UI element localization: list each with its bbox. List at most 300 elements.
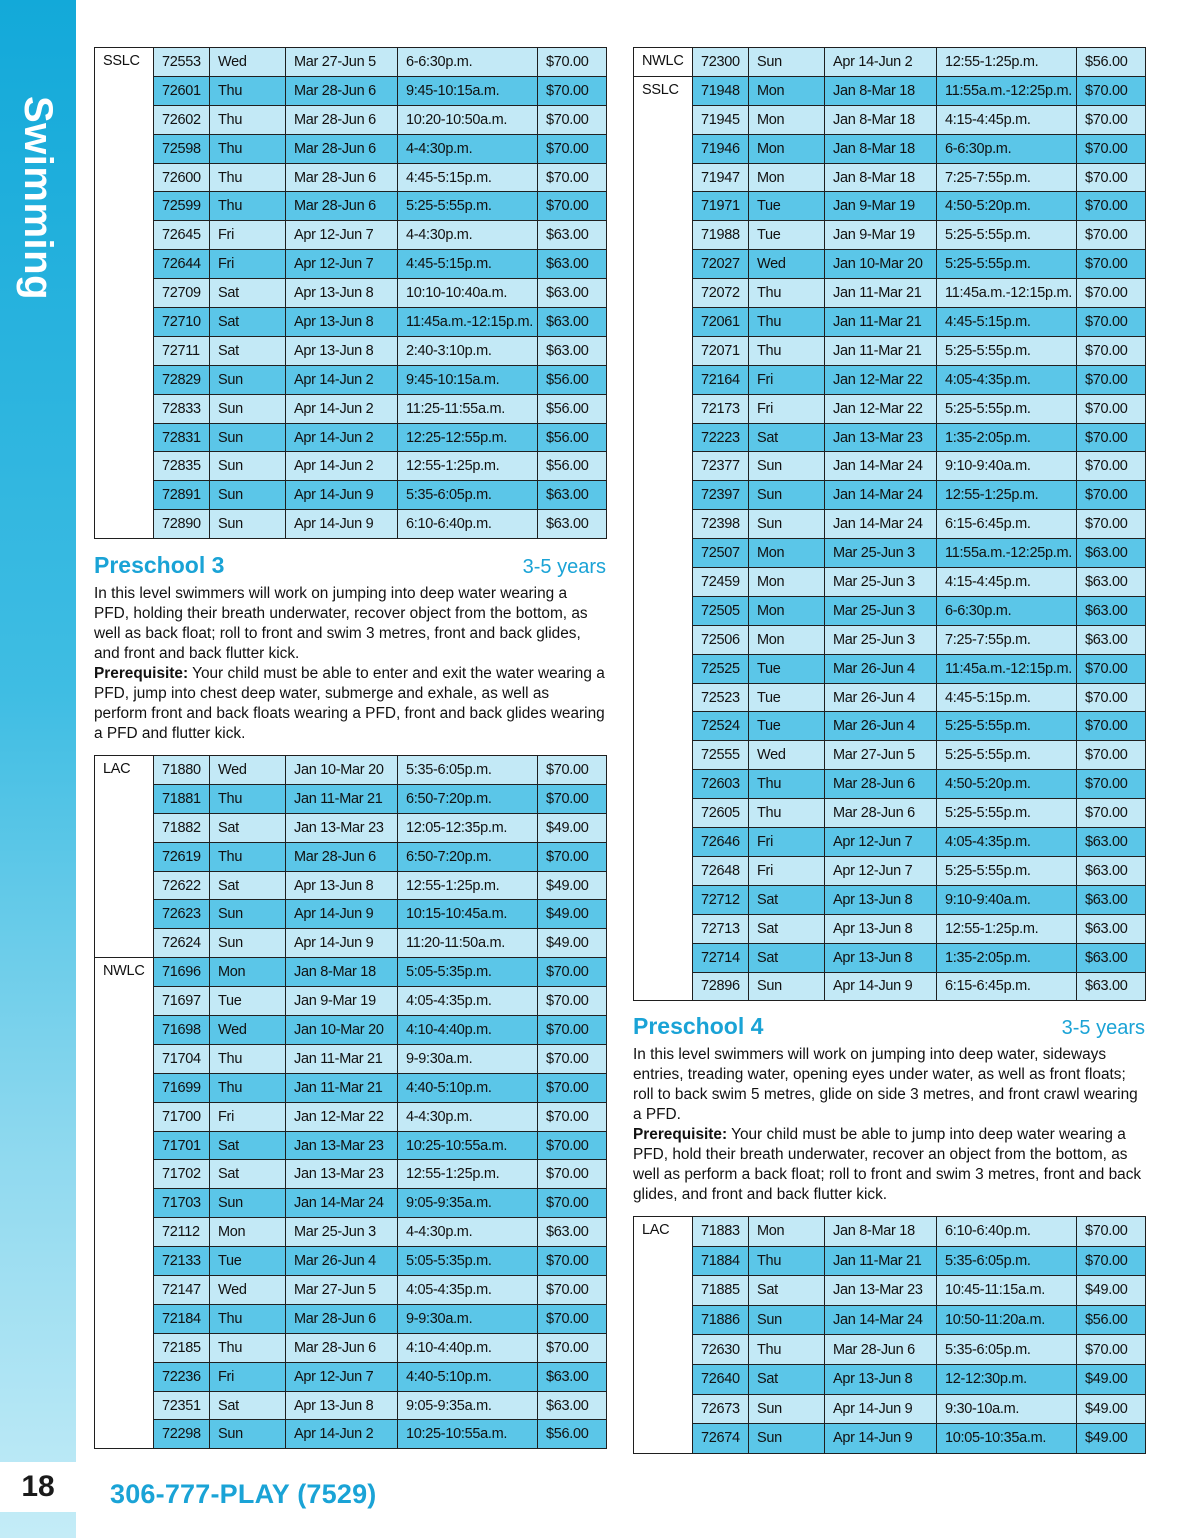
fee-cell: $49.00 (1077, 1394, 1146, 1424)
time-cell: 4:05-4:35p.m. (937, 828, 1077, 857)
course-code-cell: 72524 (693, 712, 749, 741)
course-code-cell: 72709 (154, 279, 210, 308)
fee-cell: $49.00 (1077, 1424, 1146, 1454)
day-cell: Wed (749, 250, 825, 279)
table-row (95, 1044, 607, 1073)
dates-cell: Apr 14-Jun 9 (286, 929, 398, 958)
table-row (95, 452, 607, 481)
fee-cell: $49.00 (538, 929, 607, 958)
dates-cell: Mar 25-Jun 3 (286, 1218, 398, 1247)
course-code-cell: 72397 (693, 481, 749, 510)
time-cell: 5:25-5:55p.m. (937, 712, 1077, 741)
dates-cell: Jan 13-Mar 23 (825, 423, 937, 452)
time-cell: 4:05-4:35p.m. (937, 365, 1077, 394)
table-row (95, 929, 607, 958)
dates-cell: Jan 11-Mar 21 (825, 336, 937, 365)
table-row (95, 1016, 607, 1045)
fee-cell: $63.00 (538, 481, 607, 510)
section-side-title: Swimming (16, 96, 60, 301)
day-cell: Sat (210, 1131, 286, 1160)
preschool-4-description-text: In this level swimmers will work on jumping into deep water, sideways entries, treading water, opening eyes under water, as well as front floats; roll to back swim 5 metres, glide on side 3 metres, and front crawl wearing a PFD. (633, 1046, 1138, 1123)
table-row (95, 1189, 607, 1218)
course-code-cell: 72599 (154, 192, 210, 221)
time-cell: 5:25-5:55p.m. (937, 799, 1077, 828)
day-cell: Fri (210, 1102, 286, 1131)
fee-cell: $63.00 (1077, 943, 1146, 972)
fee-cell: $70.00 (538, 76, 607, 105)
time-cell: 12:55-1:25p.m. (398, 1160, 538, 1189)
day-cell: Thu (749, 1246, 825, 1276)
table-row (95, 756, 607, 785)
time-cell: 11:55a.m.-12:25p.m. (937, 76, 1077, 105)
time-cell: 4:45-5:15p.m. (937, 308, 1077, 337)
day-cell: Thu (210, 1044, 286, 1073)
course-code-cell: 72674 (693, 1424, 749, 1454)
preschool-3-description (94, 584, 606, 744)
time-cell: 10:25-10:55a.m. (398, 1420, 538, 1449)
time-cell: 9:10-9:40a.m. (937, 452, 1077, 481)
time-cell: 5:25-5:55p.m. (937, 250, 1077, 279)
day-cell: Wed (210, 756, 286, 785)
schedule-table-preschool3-continued (633, 47, 1146, 1001)
fee-cell: $70.00 (1077, 799, 1146, 828)
time-cell: 12:55-1:25p.m. (937, 481, 1077, 510)
course-code-cell: 72133 (154, 1247, 210, 1276)
table-row (95, 1333, 607, 1362)
table-row (95, 1102, 607, 1131)
fee-cell: $70.00 (1077, 308, 1146, 337)
schedule-table-preschool2-sslc (94, 47, 607, 539)
day-cell: Thu (749, 308, 825, 337)
course-code-cell: 72071 (693, 336, 749, 365)
fee-cell: $70.00 (538, 134, 607, 163)
table-row (95, 308, 607, 337)
dates-cell: Apr 13-Jun 8 (825, 885, 937, 914)
day-cell: Thu (749, 336, 825, 365)
time-cell: 10:15-10:45a.m. (398, 900, 538, 929)
course-code-cell: 72507 (693, 539, 749, 568)
table-row (634, 625, 1146, 654)
fee-cell: $63.00 (1077, 596, 1146, 625)
dates-cell: Mar 28-Jun 6 (825, 799, 937, 828)
course-code-cell: 71701 (154, 1131, 210, 1160)
table-row (95, 900, 607, 929)
table-row (95, 1218, 607, 1247)
fee-cell: $63.00 (1077, 885, 1146, 914)
dates-cell: Jan 12-Mar 22 (825, 365, 937, 394)
dates-cell: Mar 27-Jun 5 (286, 48, 398, 77)
time-cell: 10:10-10:40a.m. (398, 279, 538, 308)
course-code-cell: 72553 (154, 48, 210, 77)
preschool-3-description-text: In this level swimmers will work on jumping into deep water wearing a PFD, holding their breath underwater, recover object from the bottom, as well as back float; roll to front and swim 3 metres, front and back glides, and front and back flutter kick. (94, 585, 588, 662)
time-cell: 4:45-5:15p.m. (937, 683, 1077, 712)
course-code-cell: 72829 (154, 365, 210, 394)
table-row (95, 48, 607, 77)
dates-cell: Apr 12-Jun 7 (825, 856, 937, 885)
time-cell: 5:05-5:35p.m. (398, 958, 538, 987)
day-cell: Sun (210, 452, 286, 481)
time-cell: 4:05-4:35p.m. (398, 1276, 538, 1305)
fee-cell: $63.00 (538, 1218, 607, 1247)
time-cell: 5:25-5:55p.m. (937, 741, 1077, 770)
time-cell: 9:30-10a.m. (937, 1394, 1077, 1424)
fee-cell: $70.00 (538, 784, 607, 813)
dates-cell: Mar 25-Jun 3 (825, 625, 937, 654)
course-code-cell: 72351 (154, 1391, 210, 1420)
dates-cell: Mar 25-Jun 3 (825, 539, 937, 568)
fee-cell: $70.00 (1077, 683, 1146, 712)
table-row (95, 105, 607, 134)
time-cell: 6-6:30p.m. (398, 48, 538, 77)
day-cell: Sun (749, 481, 825, 510)
day-cell: Sun (210, 510, 286, 539)
course-code-cell: 72525 (693, 654, 749, 683)
table-row (634, 221, 1146, 250)
dates-cell: Mar 28-Jun 6 (286, 1333, 398, 1362)
dates-cell: Apr 14-Jun 2 (825, 48, 937, 77)
table-row (634, 770, 1146, 799)
time-cell: 5:05-5:35p.m. (398, 1247, 538, 1276)
day-cell: Thu (210, 134, 286, 163)
dates-cell: Mar 28-Jun 6 (286, 76, 398, 105)
fee-cell: $70.00 (538, 1044, 607, 1073)
table-row (634, 394, 1146, 423)
day-cell: Sat (210, 1391, 286, 1420)
dates-cell: Apr 13-Jun 8 (286, 336, 398, 365)
table-row (634, 828, 1146, 857)
time-cell: 5:25-5:55p.m. (937, 394, 1077, 423)
table-row (634, 856, 1146, 885)
dates-cell: Apr 13-Jun 8 (286, 1391, 398, 1420)
dates-cell: Apr 14-Jun 9 (286, 510, 398, 539)
fee-cell: $70.00 (538, 192, 607, 221)
course-code-cell: 72300 (693, 48, 749, 77)
day-cell: Sun (210, 365, 286, 394)
dates-cell: Mar 28-Jun 6 (825, 770, 937, 799)
fee-cell: $70.00 (1077, 394, 1146, 423)
course-code-cell: 72630 (693, 1335, 749, 1365)
time-cell: 4:15-4:45p.m. (937, 568, 1077, 597)
time-cell: 11:45a.m.-12:15p.m. (398, 308, 538, 337)
course-code-cell: 72831 (154, 423, 210, 452)
day-cell: Thu (210, 1333, 286, 1362)
fee-cell: $70.00 (1077, 452, 1146, 481)
day-cell: Sat (210, 871, 286, 900)
day-cell: Thu (749, 799, 825, 828)
time-cell: 1:35-2:05p.m. (937, 943, 1077, 972)
course-code-cell: 71886 (693, 1305, 749, 1335)
course-code-cell: 72184 (154, 1304, 210, 1333)
time-cell: 4:45-5:15p.m. (398, 163, 538, 192)
fee-cell: $70.00 (1077, 250, 1146, 279)
day-cell: Sun (210, 1189, 286, 1218)
table-row (634, 654, 1146, 683)
dates-cell: Apr 12-Jun 7 (286, 1362, 398, 1391)
table-row (95, 336, 607, 365)
day-cell: Thu (210, 105, 286, 134)
dates-cell: Jan 14-Mar 24 (825, 452, 937, 481)
dates-cell: Jan 9-Mar 19 (825, 192, 937, 221)
fee-cell: $70.00 (1077, 105, 1146, 134)
fee-cell: $70.00 (1077, 365, 1146, 394)
dates-cell: Apr 14-Jun 9 (825, 1394, 937, 1424)
dates-cell: Mar 28-Jun 6 (825, 1335, 937, 1365)
course-code-cell: 72603 (693, 770, 749, 799)
fee-cell: $70.00 (1077, 1246, 1146, 1276)
course-code-cell: 71702 (154, 1160, 210, 1189)
course-code-cell: 72112 (154, 1218, 210, 1247)
table-row (634, 452, 1146, 481)
fee-cell: $63.00 (538, 308, 607, 337)
dates-cell: Apr 14-Jun 2 (286, 423, 398, 452)
table-row (634, 972, 1146, 1001)
dates-cell: Jan 11-Mar 21 (286, 1073, 398, 1102)
page-number: 18 (0, 1462, 76, 1512)
time-cell: 12:55-1:25p.m. (937, 914, 1077, 943)
table-row (634, 943, 1146, 972)
table-row (95, 958, 607, 987)
dates-cell: Jan 11-Mar 21 (825, 279, 937, 308)
day-cell: Thu (749, 770, 825, 799)
table-row (634, 1424, 1146, 1454)
course-code-cell: 71703 (154, 1189, 210, 1218)
course-code-cell: 72061 (693, 308, 749, 337)
time-cell: 10:45-11:15a.m. (937, 1276, 1077, 1306)
table-row (95, 134, 607, 163)
course-code-cell: 72644 (154, 250, 210, 279)
fee-cell: $63.00 (1077, 828, 1146, 857)
dates-cell: Apr 13-Jun 8 (825, 914, 937, 943)
course-code-cell: 72459 (693, 568, 749, 597)
time-cell: 9:05-9:35a.m. (398, 1189, 538, 1218)
course-code-cell: 72236 (154, 1362, 210, 1391)
time-cell: 4:05-4:35p.m. (398, 987, 538, 1016)
preschool-3-title: Preschool 3 (94, 552, 225, 578)
course-code-cell: 71971 (693, 192, 749, 221)
day-cell: Sun (210, 900, 286, 929)
time-cell: 5:25-5:55p.m. (937, 221, 1077, 250)
table-row (95, 987, 607, 1016)
time-cell: 5:35-6:05p.m. (398, 481, 538, 510)
dates-cell: Jan 8-Mar 18 (825, 163, 937, 192)
dates-cell: Jan 11-Mar 21 (825, 1246, 937, 1276)
day-cell: Thu (210, 842, 286, 871)
day-cell: Wed (210, 48, 286, 77)
time-cell: 9:45-10:15a.m. (398, 365, 538, 394)
course-code-cell: 72713 (693, 914, 749, 943)
table-row (95, 250, 607, 279)
time-cell: 2:40-3:10p.m. (398, 336, 538, 365)
table-row (634, 741, 1146, 770)
time-cell: 12:55-1:25p.m. (937, 48, 1077, 77)
table-row (95, 76, 607, 105)
table-row (634, 914, 1146, 943)
time-cell: 9:05-9:35a.m. (398, 1391, 538, 1420)
time-cell: 4-4:30p.m. (398, 134, 538, 163)
table-row (634, 568, 1146, 597)
day-cell: Sat (210, 279, 286, 308)
table-row (95, 279, 607, 308)
course-code-cell: 71696 (154, 958, 210, 987)
dates-cell: Mar 26-Jun 4 (825, 654, 937, 683)
dates-cell: Jan 11-Mar 21 (286, 784, 398, 813)
fee-cell: $70.00 (538, 1276, 607, 1305)
dates-cell: Mar 26-Jun 4 (825, 712, 937, 741)
table-row (95, 1420, 607, 1449)
course-code-cell: 72072 (693, 279, 749, 308)
dates-cell: Jan 14-Mar 24 (825, 510, 937, 539)
day-cell: Tue (749, 654, 825, 683)
table-row (634, 163, 1146, 192)
day-cell: Sun (749, 452, 825, 481)
dates-cell: Jan 10-Mar 20 (286, 1016, 398, 1045)
time-cell: 12:55-1:25p.m. (398, 452, 538, 481)
time-cell: 6:15-6:45p.m. (937, 510, 1077, 539)
day-cell: Sat (210, 336, 286, 365)
course-code-cell: 72164 (693, 365, 749, 394)
course-code-cell: 72600 (154, 163, 210, 192)
table-row (95, 192, 607, 221)
table-row (634, 134, 1146, 163)
course-code-cell: 71883 (693, 1217, 749, 1247)
fee-cell: $56.00 (538, 423, 607, 452)
time-cell: 4:50-5:20p.m. (937, 770, 1077, 799)
course-code-cell: 71988 (693, 221, 749, 250)
time-cell: 11:45a.m.-12:15p.m. (937, 654, 1077, 683)
location-cell: SSLC (634, 76, 693, 1001)
location-cell: SSLC (95, 48, 154, 539)
fee-cell: $70.00 (538, 1304, 607, 1333)
dates-cell: Apr 14-Jun 2 (286, 1420, 398, 1449)
time-cell: 6-6:30p.m. (937, 596, 1077, 625)
day-cell: Thu (210, 784, 286, 813)
fee-cell: $70.00 (538, 1102, 607, 1131)
dates-cell: Apr 13-Jun 8 (825, 943, 937, 972)
day-cell: Sun (749, 1305, 825, 1335)
fee-cell: $56.00 (538, 365, 607, 394)
table-row (634, 1246, 1146, 1276)
day-cell: Thu (210, 1304, 286, 1333)
table-row (95, 423, 607, 452)
fee-cell: $56.00 (538, 452, 607, 481)
day-cell: Thu (210, 1073, 286, 1102)
time-cell: 7:25-7:55p.m. (937, 625, 1077, 654)
day-cell: Sun (210, 394, 286, 423)
fee-cell: $70.00 (538, 842, 607, 871)
day-cell: Mon (749, 1217, 825, 1247)
fee-cell: $70.00 (538, 1016, 607, 1045)
fee-cell: $70.00 (538, 1073, 607, 1102)
time-cell: 6:10-6:40p.m. (398, 510, 538, 539)
time-cell: 11:20-11:50a.m. (398, 929, 538, 958)
fee-cell: $70.00 (1077, 741, 1146, 770)
dates-cell: Apr 14-Jun 9 (286, 900, 398, 929)
time-cell: 10:05-10:35a.m. (937, 1424, 1077, 1454)
day-cell: Mon (749, 105, 825, 134)
day-cell: Sat (749, 885, 825, 914)
dates-cell: Mar 25-Jun 3 (825, 568, 937, 597)
dates-cell: Jan 8-Mar 18 (825, 134, 937, 163)
time-cell: 4:40-5:10p.m. (398, 1362, 538, 1391)
fee-cell: $70.00 (538, 1333, 607, 1362)
table-row (634, 1394, 1146, 1424)
course-code-cell: 72623 (154, 900, 210, 929)
preschool-4-description (633, 1045, 1145, 1205)
phone-number: 306-777-PLAY (7529) (110, 1479, 377, 1509)
dates-cell: Jan 13-Mar 23 (286, 1160, 398, 1189)
day-cell: Tue (749, 712, 825, 741)
table-row (634, 539, 1146, 568)
time-cell: 6:50-7:20p.m. (398, 842, 538, 871)
time-cell: 4:10-4:40p.m. (398, 1016, 538, 1045)
dates-cell: Jan 12-Mar 22 (825, 394, 937, 423)
table-row (95, 813, 607, 842)
day-cell: Wed (210, 1016, 286, 1045)
day-cell: Tue (210, 1247, 286, 1276)
table-row (95, 1131, 607, 1160)
dates-cell: Mar 28-Jun 6 (286, 192, 398, 221)
course-code-cell: 71700 (154, 1102, 210, 1131)
course-code-cell: 72173 (693, 394, 749, 423)
time-cell: 6:15-6:45p.m. (937, 972, 1077, 1001)
preschool-4-prereq-label: Prerequisite: (633, 1126, 728, 1143)
fee-cell: $49.00 (538, 813, 607, 842)
table-row (634, 799, 1146, 828)
table-row (634, 1364, 1146, 1394)
location-cell: LAC (634, 1217, 693, 1454)
course-code-cell: 72223 (693, 423, 749, 452)
fee-cell: $63.00 (538, 279, 607, 308)
table-row (95, 365, 607, 394)
course-code-cell: 71697 (154, 987, 210, 1016)
table-row (634, 423, 1146, 452)
time-cell: 10:25-10:55a.m. (398, 1131, 538, 1160)
day-cell: Mon (210, 958, 286, 987)
dates-cell: Jan 10-Mar 20 (286, 756, 398, 785)
course-code-cell: 72523 (693, 683, 749, 712)
time-cell: 9-9:30a.m. (398, 1304, 538, 1333)
fee-cell: $70.00 (538, 958, 607, 987)
table-row (95, 871, 607, 900)
dates-cell: Jan 13-Mar 23 (286, 813, 398, 842)
day-cell: Sat (749, 914, 825, 943)
dates-cell: Apr 12-Jun 7 (286, 221, 398, 250)
fee-cell: $70.00 (538, 105, 607, 134)
course-code-cell: 71945 (693, 105, 749, 134)
dates-cell: Jan 14-Mar 24 (286, 1189, 398, 1218)
day-cell: Sun (749, 510, 825, 539)
course-code-cell: 72640 (693, 1364, 749, 1394)
course-code-cell: 72602 (154, 105, 210, 134)
course-code-cell: 72185 (154, 1333, 210, 1362)
table-row (634, 683, 1146, 712)
fee-cell: $70.00 (1077, 481, 1146, 510)
course-code-cell: 72648 (693, 856, 749, 885)
time-cell: 11:45a.m.-12:15p.m. (937, 279, 1077, 308)
time-cell: 4-4:30p.m. (398, 221, 538, 250)
dates-cell: Jan 9-Mar 19 (286, 987, 398, 1016)
time-cell: 10:50-11:20a.m. (937, 1305, 1077, 1335)
course-code-cell: 72555 (693, 741, 749, 770)
course-code-cell: 72714 (693, 943, 749, 972)
day-cell: Sun (210, 929, 286, 958)
time-cell: 9:45-10:15a.m. (398, 76, 538, 105)
table-row (634, 596, 1146, 625)
fee-cell: $63.00 (538, 336, 607, 365)
table-row (634, 48, 1146, 77)
day-cell: Sun (749, 972, 825, 1001)
day-cell: Mon (749, 568, 825, 597)
